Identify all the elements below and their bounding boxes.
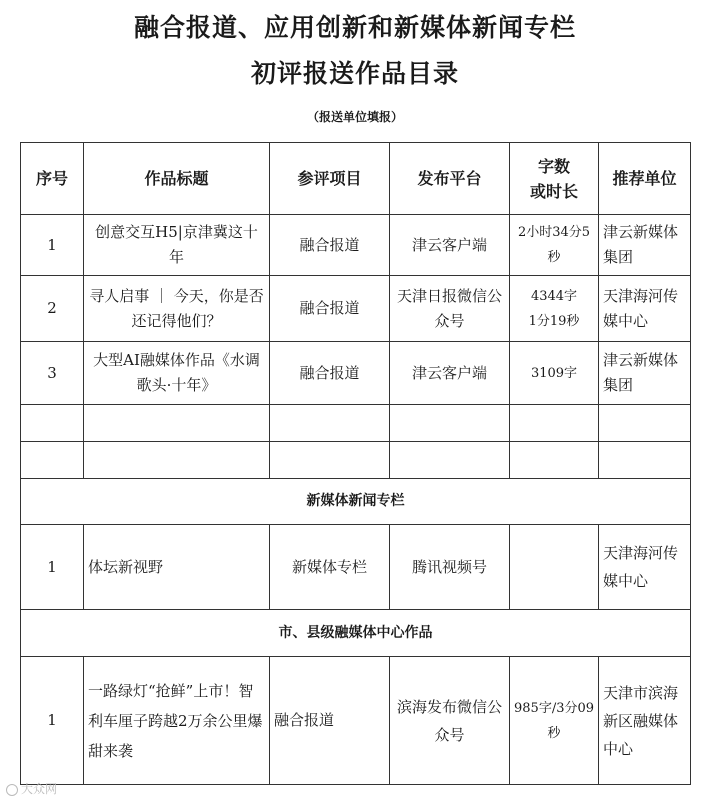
header-length-line2: 或时长 [529,181,578,201]
row-unit: 津云新媒体集团 [599,342,691,405]
row-length [510,276,599,342]
row-item: 融合报道 [270,657,390,785]
row-title: 体坛新视野 [84,525,270,610]
header-title: 作品标题 [84,143,270,215]
header-unit: 推荐单位 [599,143,691,215]
table-row [21,342,691,405]
section-label-county: 市、县级融媒体中心作品 [21,610,691,657]
empty-row [21,405,691,442]
document-title-line2: 初评报送作品目录 [250,59,459,88]
row-length: 985字/3分09秒 [510,657,599,785]
header-platform: 发布平台 [390,143,510,215]
row-platform: 津云客户端 [390,215,510,276]
row-title: 一路绿灯“抢鲜”上市！智利车厘子跨越2万余公里爆甜来袭 [84,657,270,785]
row-no: 1 [21,657,84,785]
row-unit: 津云新媒体集团 [599,215,691,276]
watermark-logo-icon [6,784,18,796]
section-row [21,479,691,525]
section-row [21,610,691,657]
row-no: 3 [21,342,84,405]
row-item: 融合报道 [270,276,390,342]
row-platform: 腾讯视频号 [390,525,510,610]
row-item: 融合报道 [270,215,390,276]
header-no: 序号 [21,143,84,215]
document-title-line1: 融合报道、应用创新和新媒体新闻专栏 [133,13,576,42]
row-length-line1: 4344字 [530,288,578,304]
watermark-text: 大众网 [21,782,58,796]
row-no: 2 [21,276,84,342]
table-row [21,657,691,785]
row-item: 新媒体专栏 [270,525,390,610]
row-platform: 津云客户端 [390,342,510,405]
fill-note: （报送单位填报） [306,110,403,124]
row-unit: 天津市滨海新区融媒体中心 [599,657,691,785]
header-row [21,143,691,215]
row-no: 1 [21,525,84,610]
row-platform: 滨海发布微信公众号 [390,657,510,785]
row-length: 2小时34分5秒 [510,215,599,276]
row-title: 寻人启事 ｜ 今天，你是否还记得他们？ [84,276,270,342]
table-row [21,276,691,342]
header-item: 参评项目 [270,143,390,215]
row-unit: 天津海河传媒中心 [599,276,691,342]
empty-row [21,442,691,479]
row-title: 创意交互H5|京津冀这十年 [84,215,270,276]
works-table [20,142,691,785]
table-row [21,525,691,610]
table-row [21,215,691,276]
row-platform: 天津日报微信公众号 [390,276,510,342]
row-unit: 天津海河传媒中心 [599,525,691,610]
row-title: 大型AI融媒体作品《水调歌头·十年》 [84,342,270,405]
header-length [510,143,599,215]
watermark [6,780,57,797]
row-item: 融合报道 [270,342,390,405]
row-length: 3109字 [510,342,599,405]
row-no: 1 [21,215,84,276]
section-label-new-media: 新媒体新闻专栏 [21,479,691,525]
row-length-line2: 1分19秒 [528,313,580,329]
row-length [510,525,599,610]
header-length-line1: 字数 [537,156,570,176]
